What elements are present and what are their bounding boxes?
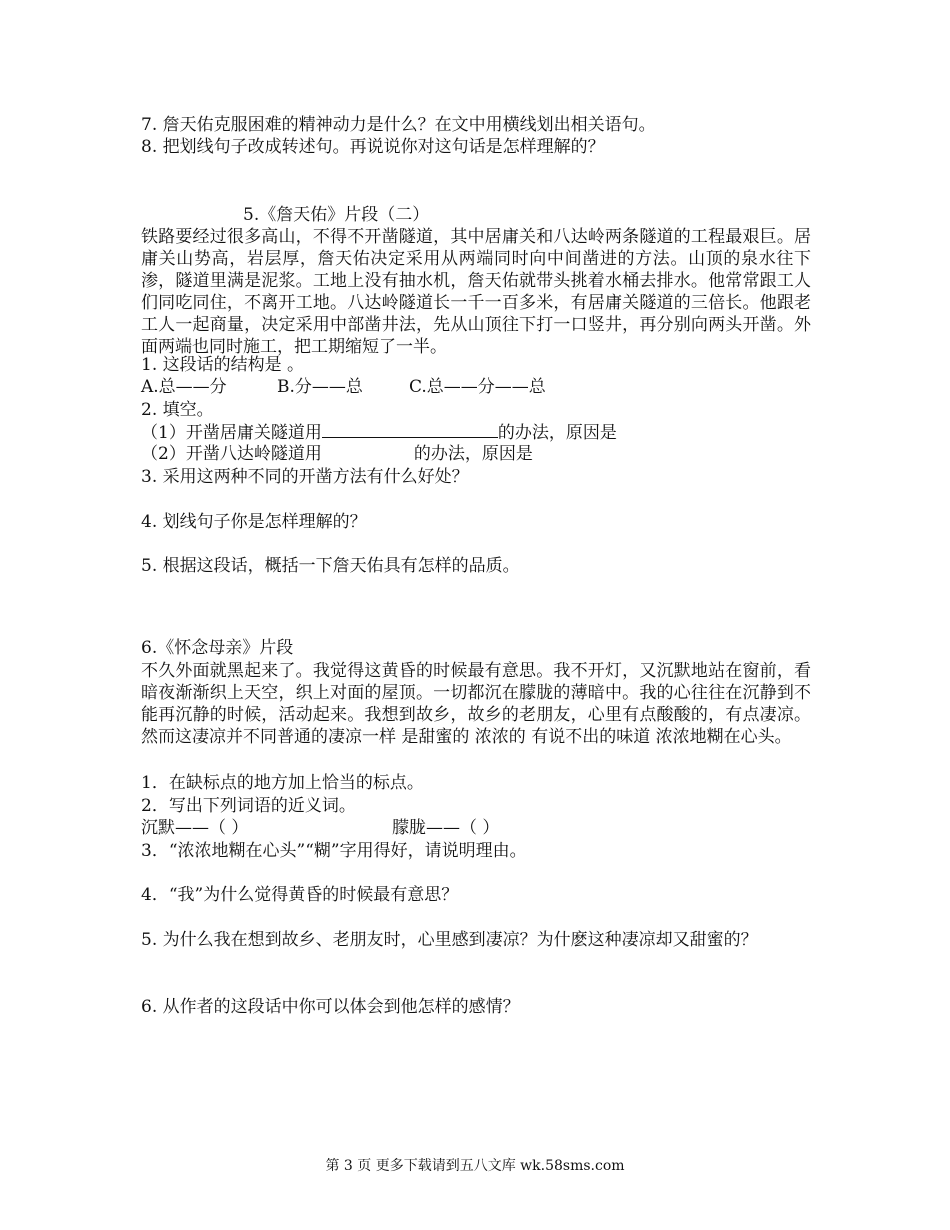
- s5-question-5: 5. 根据这段话，概括一下詹天佑具有怎样的品质。: [141, 556, 520, 576]
- synonym-item-a: 沉默——（ ）: [141, 818, 249, 838]
- synonym-item-b: 朦胧——（ ）: [392, 818, 500, 838]
- section-6-passage: 不久外面就黑起来了。我觉得这黄昏的时候最有意思。我不开灯，又沉默地站在窗前，看暗夜渐渐织上天空，织上对面的屋顶。一切都沉在朦胧的薄暗中。我的心往往在沉静到不能再沉静的时候，活动起来。我想到故乡，故乡的老朋友，心里有点酸酸的，有点凄凉。然而这凄凉并不同普通的凄凉一样 是甜蜜的 浓浓的 有说不出的味道 浓浓地糊在心头。: [141, 661, 811, 747]
- s6-question-1: 1．在缺标点的地方加上恰当的标点。: [141, 773, 424, 793]
- answer-blank[interactable]: [322, 443, 414, 459]
- option-c: C.总——分——总: [409, 377, 546, 397]
- s5-question-2-2: [141, 443, 533, 465]
- question-7: 7. 詹天佑克服困难的精神动力是什么？在文中用横线划出相关语句。: [141, 115, 656, 135]
- s6-question-5: 5. 为什么我在想到故乡、老朋友时，心里感到凄凉？为什麽这种凄凉却又甜蜜的？: [141, 930, 758, 950]
- s6-question-2: 2．写出下列词语的近义词。: [141, 796, 356, 816]
- s5-q2-1-suffix: 的办法，原因是: [497, 423, 617, 443]
- s6-question-4: 4．“我”为什么觉得黄昏的时候最有意思？: [141, 885, 459, 905]
- option-b: B.分——总: [277, 377, 363, 397]
- section-5-title: 5.《詹天佑》片段（二）: [243, 205, 430, 225]
- question-8: 8. 把划线句子改成转述句。再说说你对这句话是怎样理解的？: [141, 137, 605, 157]
- s5-q2-2-suffix: 的办法，原因是: [413, 444, 533, 464]
- s5-q2-2-prefix: （2）开凿八达岭隧道用: [141, 444, 322, 464]
- s5-q2-1-prefix: （1）开凿居庸关隧道用: [141, 423, 322, 443]
- s6-question-6: 6. 从作者的这段话中你可以体会到他怎样的感情？: [141, 997, 520, 1017]
- s5-question-1: 1. 这段话的结构是 。: [141, 355, 305, 375]
- section-6-title: 6.《怀念母亲》片段: [141, 638, 294, 658]
- s6-question-2-words: [141, 817, 499, 839]
- s5-question-2-1: [141, 421, 617, 444]
- s5-question-4: 4. 划线句子你是怎样理解的？: [141, 512, 367, 532]
- section-5-passage: 铁路要经过很多高山，不得不开凿隧道，其中居庸关和八达岭两条隧道的工程最艰巨。居庸关山势高，岩层厚，詹天佑决定采用从两端同时向中间凿进的方法。山顶的泉水往下渗，隧道里满是泥浆。工地上没有抽水机，詹天佑就带头挑着水桶去排水。他常常跟工人们同吃同住，不离开工地。八达岭隧道长一千一百多米，有居庸关隧道的三倍长。他跟老工人一起商量，决定采用中部凿井法，先从山顶往下打一口竖井，再分别向两头开凿。外面两端也同时施工，把工期缩短了一半。: [141, 227, 811, 357]
- s5-question-1-options: [141, 376, 546, 398]
- option-a: A.总——分: [141, 377, 227, 397]
- page-footer: 第 3 页 更多下载请到五八文库 wk.58sms.com: [325, 1158, 625, 1174]
- s5-question-3: 3. 采用这两种不同的开凿方法有什么好处？: [141, 467, 469, 487]
- s6-question-3: 3．“浓浓地糊在心头”“糊”字用得好，请说明理由。: [141, 841, 527, 861]
- s5-question-2: 2. 填空。: [141, 400, 214, 420]
- answer-blank[interactable]: [322, 421, 498, 438]
